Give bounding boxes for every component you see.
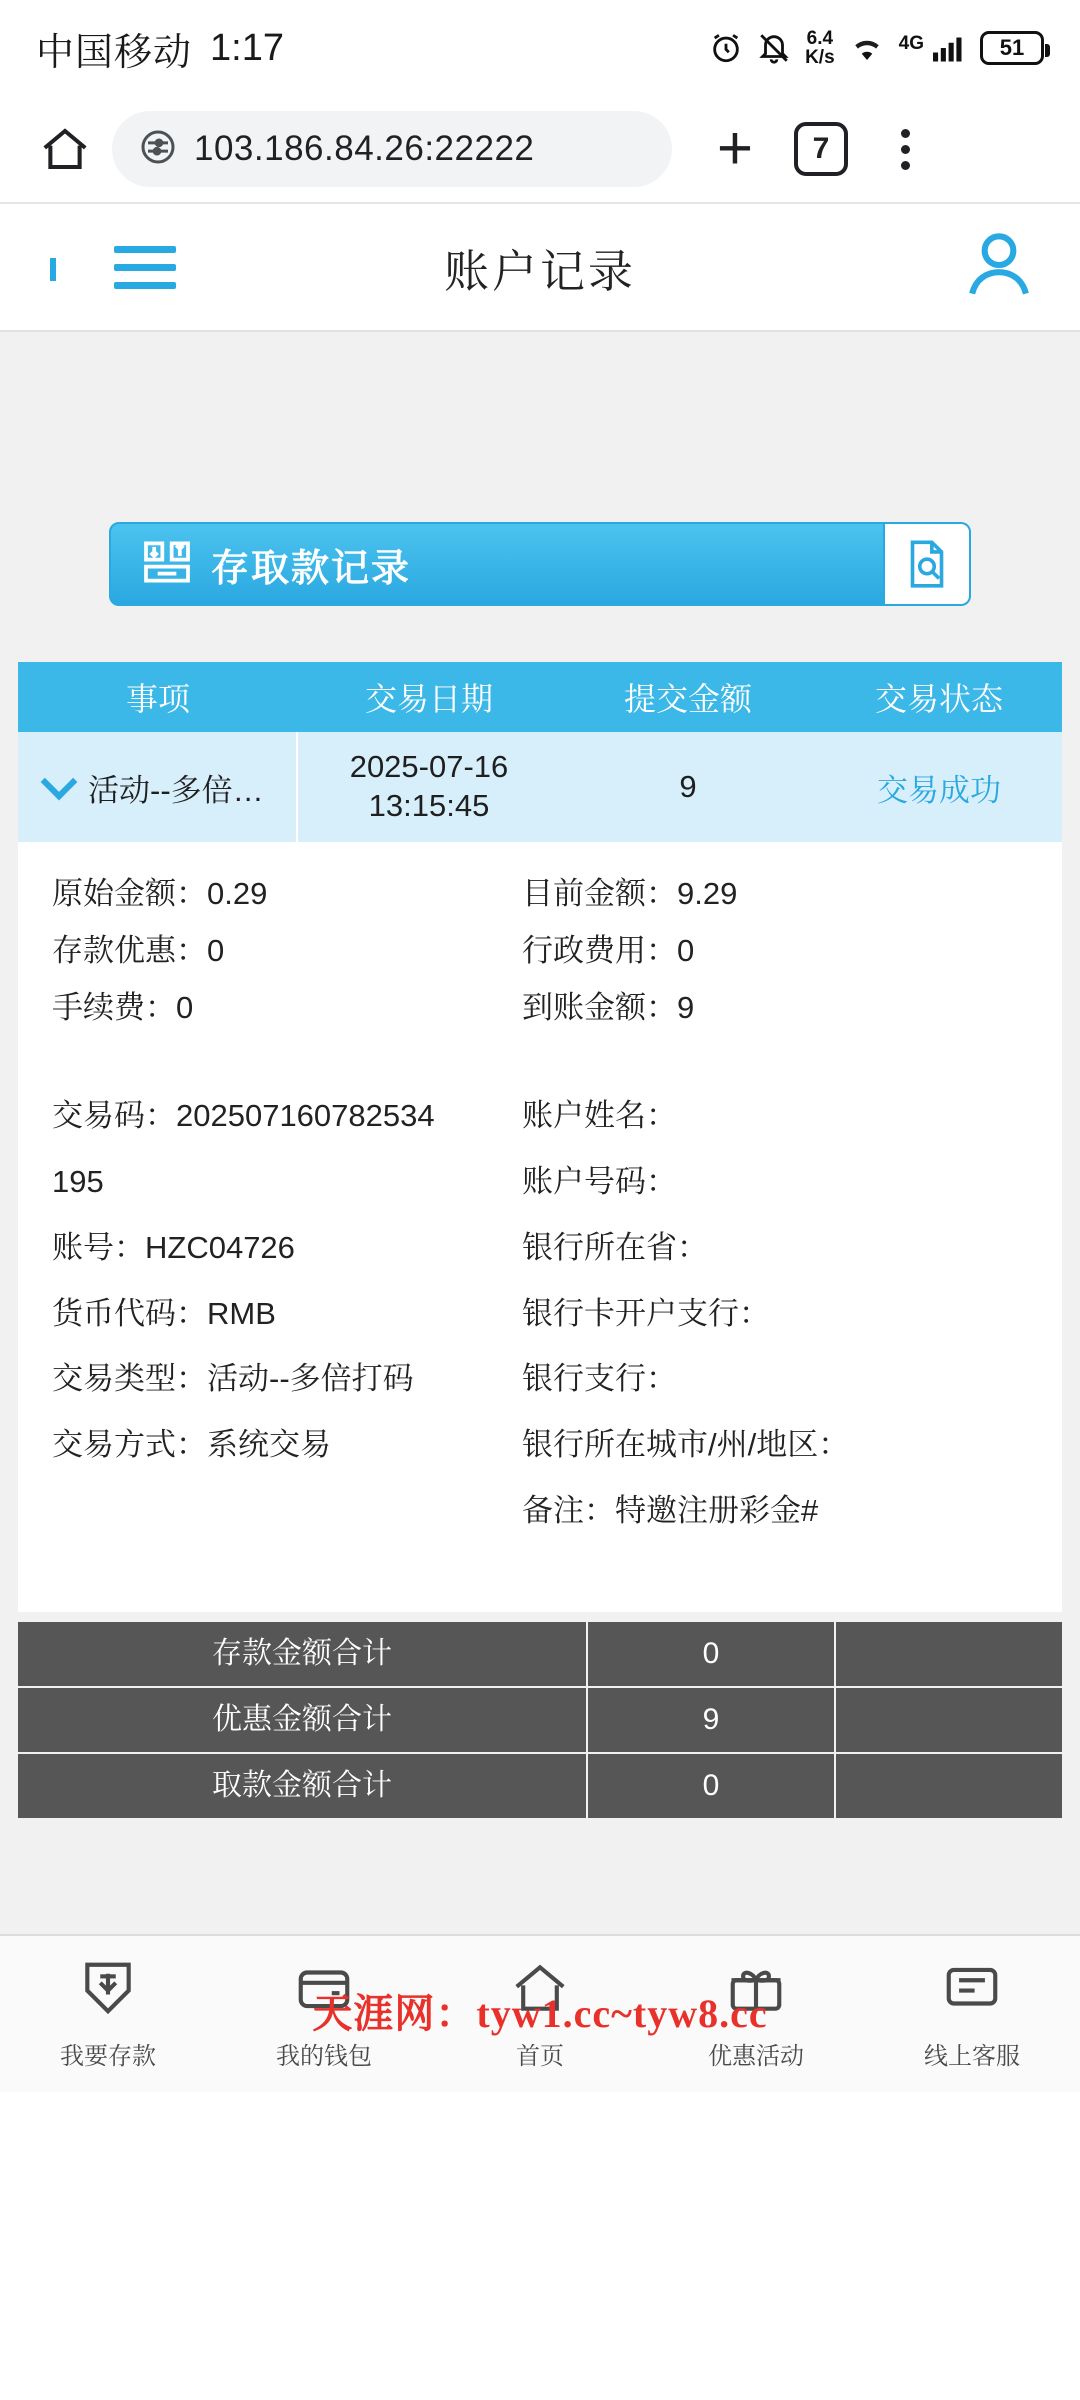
status-bar — [0, 0, 1080, 96]
row-detail-panel — [18, 842, 1062, 1612]
home-nav-icon — [509, 1957, 571, 2026]
url-text[interactable]: 103.186.84.26:22222 — [194, 129, 535, 168]
watermark-url: tyw1.cc~tyw8.cc — [476, 1991, 768, 2036]
totals-row — [18, 1688, 1062, 1754]
nav-label-wallet: 我的钱包 — [276, 2043, 372, 2070]
deposit-icon — [77, 1957, 139, 2026]
detail-current-amount-value: 9.29 — [677, 876, 738, 911]
row-date-line2: 13:15:45 — [368, 788, 490, 823]
browser-toolbar — [0, 96, 1080, 204]
detail-received-amount-value: 9 — [677, 990, 695, 1025]
detail-deposit-bonus — [52, 935, 522, 966]
detail-original-amount-value: 0.29 — [207, 876, 268, 911]
detail-right-column — [522, 1095, 1028, 1556]
hamburger-menu-icon[interactable] — [114, 246, 176, 289]
detail-account-number: 账户号码： — [522, 1163, 677, 1199]
detail-deposit-bonus-value: 0 — [207, 933, 225, 968]
carrier-label: 中国移动 — [36, 31, 193, 74]
detail-original-amount — [52, 878, 522, 909]
detail-remark: 备注：特邀注册彩金# — [522, 1493, 819, 1529]
nav-item-wallet[interactable] — [216, 1957, 432, 2071]
nav-item-support[interactable] — [864, 1957, 1080, 2071]
detail-spacer — [52, 1049, 1028, 1095]
bottom-navigation — [0, 1934, 1080, 2092]
watermark-brand: 天涯网： — [312, 1991, 477, 2036]
row-item-label: 活动--多倍… — [88, 772, 264, 808]
alarm-icon — [709, 31, 743, 65]
notification-muted-icon — [757, 31, 791, 65]
page-body — [0, 332, 1080, 2092]
detail-admin-fee — [522, 935, 1028, 966]
detail-transaction-code-cont: 195 — [52, 1163, 104, 1199]
detail-bank-branch-open: 银行卡开户支行： — [522, 1295, 770, 1331]
network-type-label: 4G — [898, 32, 924, 54]
new-tab-button[interactable] — [698, 112, 772, 186]
detail-current-amount-label: 目前金额： — [522, 876, 677, 911]
detail-account-name: 账户姓名： — [522, 1098, 677, 1133]
home-icon[interactable] — [28, 112, 102, 186]
detail-service-fee-label: 手续费： — [52, 990, 176, 1025]
new-tab-label: + — [716, 114, 754, 183]
deposit-withdraw-icon — [139, 534, 195, 595]
wallet-icon — [293, 1957, 355, 2026]
tab-switcher-button[interactable] — [784, 112, 858, 186]
detail-admin-fee-value: 0 — [677, 933, 695, 968]
signal-icon — [930, 32, 966, 64]
address-bar[interactable] — [112, 111, 672, 187]
chevron-down-icon[interactable] — [41, 764, 78, 801]
page-title: 账户记录 — [443, 245, 636, 297]
totals-row — [18, 1754, 1062, 1820]
row-status-cell: 交易成功 — [877, 772, 1001, 808]
detail-transaction-type: 交易类型：活动--多倍打码 — [52, 1361, 414, 1397]
col-header-amount: 提交金额 — [623, 681, 752, 717]
network-speed-unit: K/s — [805, 47, 835, 68]
detail-left-column — [52, 1095, 522, 1556]
overflow-menu-icon[interactable] — [868, 112, 942, 186]
detail-currency-code: 货币代码：RMB — [52, 1295, 276, 1331]
detail-pair-row — [52, 878, 1028, 909]
totals-deposit-value: 0 — [588, 1621, 836, 1687]
gift-icon — [725, 1957, 787, 2026]
totals-row — [18, 1622, 1062, 1688]
totals-withdraw-label: 取款金额合计 — [18, 1753, 588, 1819]
detail-pair-row — [52, 992, 1028, 1023]
detail-admin-fee-label: 行政费用： — [522, 933, 677, 968]
row-date-line1: 2025-07-16 — [349, 749, 509, 785]
user-account-icon[interactable] — [956, 222, 1042, 313]
banner-label: 存取款记录 — [211, 547, 412, 590]
battery-icon — [980, 31, 1044, 65]
status-clock: 1:17 — [210, 26, 284, 69]
detail-original-amount-label: 原始金额： — [52, 876, 207, 911]
detail-current-amount — [522, 878, 1028, 909]
detail-bank-city: 银行所在城市/州/地区： — [522, 1427, 850, 1463]
detail-service-fee-value: 0 — [176, 990, 194, 1025]
nav-label-deposit: 我要存款 — [60, 2043, 156, 2070]
table-header-row — [18, 662, 1062, 732]
totals-bonus-label: 优惠金额合计 — [18, 1687, 588, 1753]
site-settings-icon[interactable] — [138, 127, 178, 172]
app-header — [0, 204, 1080, 332]
network-speed — [805, 29, 835, 68]
detail-received-amount-label: 到账金额： — [522, 990, 677, 1025]
nav-label-home: 首页 — [516, 2043, 564, 2070]
nav-label-support: 线上客服 — [924, 2043, 1020, 2070]
nav-label-promotions: 优惠活动 — [708, 2043, 804, 2070]
section-banner — [0, 332, 1080, 606]
detail-bank-branch: 银行支行： — [522, 1361, 677, 1397]
status-icons — [709, 29, 1044, 68]
detail-deposit-bonus-label: 存款优惠： — [52, 933, 207, 968]
table-row[interactable] — [18, 732, 1062, 842]
detail-columns — [52, 1095, 1028, 1556]
nav-item-promotions[interactable] — [648, 1957, 864, 2071]
tab-count: 7 — [794, 122, 848, 176]
row-date-cell — [298, 748, 560, 826]
detail-account-id: 账号：HZC04726 — [52, 1229, 295, 1265]
back-chevron-icon[interactable] — [38, 258, 56, 276]
wifi-icon — [849, 32, 885, 64]
totals-deposit-label: 存款金额合计 — [18, 1621, 588, 1687]
detail-received-amount — [522, 992, 1028, 1023]
battery-level: 51 — [999, 35, 1025, 60]
totals-table — [18, 1622, 1062, 1820]
document-search-icon[interactable] — [885, 522, 971, 606]
network-speed-value: 6.4 — [806, 27, 834, 49]
nav-item-home[interactable] — [432, 1957, 648, 2071]
detail-service-fee — [52, 992, 522, 1023]
col-header-status: 交易状态 — [874, 681, 1003, 717]
nav-item-deposit[interactable] — [0, 1957, 216, 2071]
totals-bonus-value: 9 — [588, 1687, 836, 1753]
row-item-cell[interactable] — [18, 732, 298, 842]
detail-pair-row — [52, 935, 1028, 966]
col-header-date: 交易日期 — [364, 681, 493, 717]
detail-transaction-method: 交易方式：系统交易 — [52, 1427, 331, 1463]
row-amount-cell: 9 — [679, 769, 697, 804]
records-table — [18, 662, 1062, 1612]
col-header-item: 事项 — [125, 681, 190, 717]
detail-bank-province: 银行所在省： — [522, 1229, 708, 1265]
totals-withdraw-value: 0 — [588, 1753, 836, 1819]
support-chat-icon — [941, 1957, 1003, 2026]
detail-transaction-code: 交易码：202507160782534 — [52, 1098, 435, 1133]
banner-title-bar — [109, 522, 885, 606]
